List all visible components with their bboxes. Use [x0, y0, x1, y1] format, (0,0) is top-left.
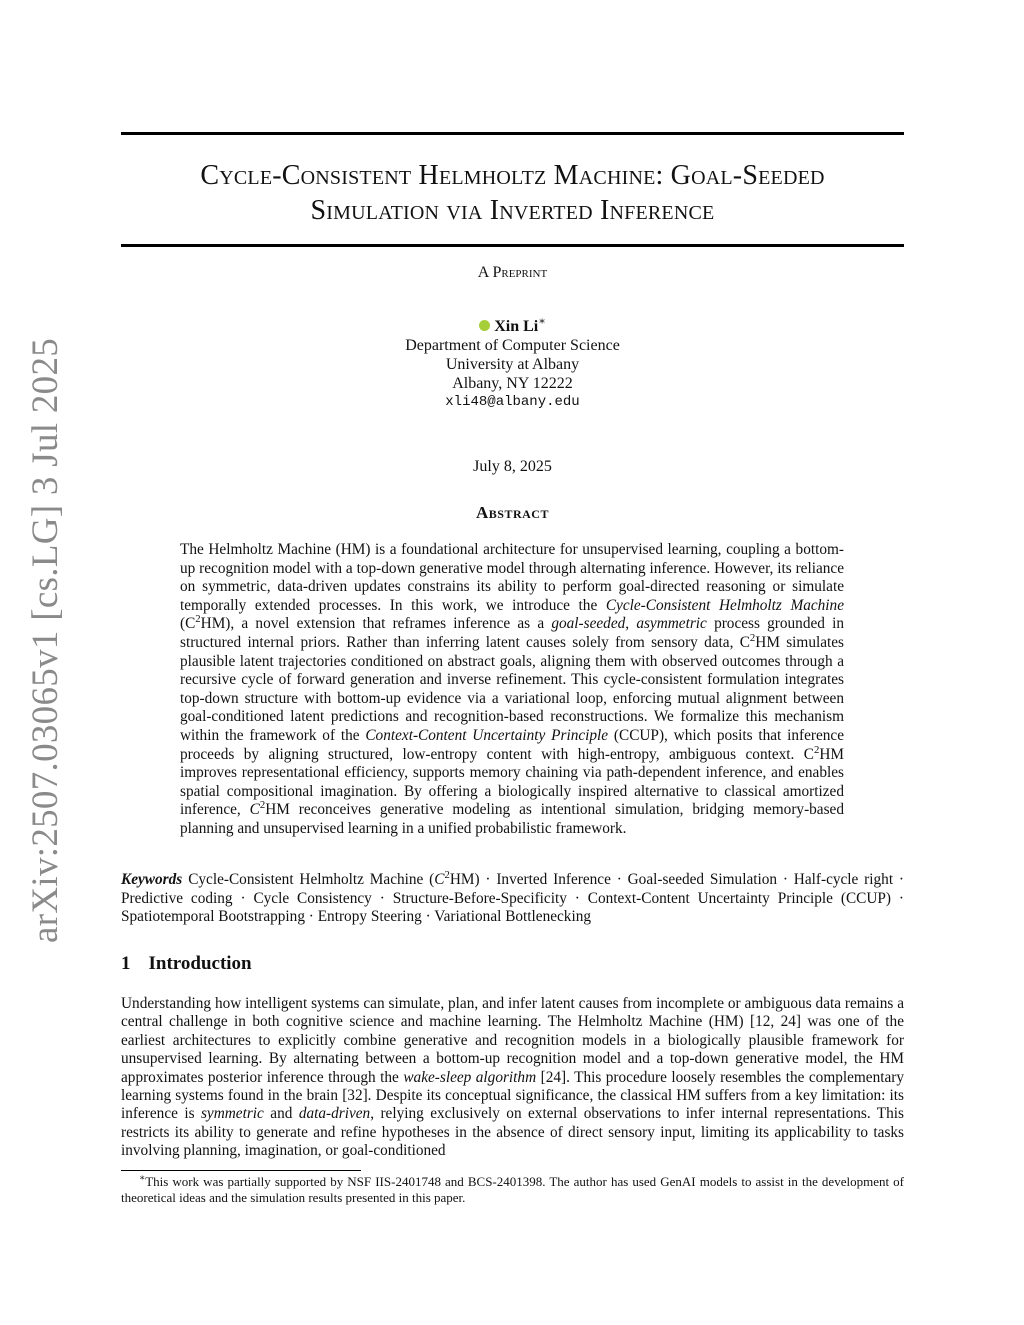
abstract-emphasis: C	[249, 801, 260, 819]
author-line	[121, 317, 904, 336]
abstract-superscript: 2	[195, 613, 201, 626]
abstract-heading: Abstract	[476, 503, 549, 522]
intro-paragraph	[121, 995, 904, 1161]
abstract-text: The Helmholtz Machine (HM) is a foundational architecture for unsupervised learning, coupling a bottom-up recognition model with a top-down generative model through alternating inference. However, its reliance on symmetric, data-driven updates constrains its ability to perform goal-directed reasoning or simulate temporally extended processes. In this work, we introduce the	[180, 541, 844, 614]
author-location: Albany, NY 12222	[452, 375, 573, 392]
intro-text: Understanding how intelligent systems can simulate, plan, and infer latent causes from incomplete or ambiguous data remains a central challenge in both cognitive science and machine learning. The Helmholtz Machine (HM) [12, 24] was one of the earliest architectures to explicitly combine generative and recognition models in a biologically plausible framework for unsupervised learning. By alternating between a bottom-up recognition model and a top-down generative model, the HM approximates posterior inference through the	[121, 995, 904, 1086]
intro-text: and	[270, 1105, 293, 1123]
section-number: 1	[121, 953, 131, 974]
author-footnote-mark[interactable]: ∗	[538, 315, 546, 328]
intro-text: [24]. This procedure loosely resembles the complementary learning systems found in the brain [32]. Despite its conceptual significance, the classical HM suffers from a key limitation: its inference is	[121, 1068, 905, 1123]
section-heading-introduction	[121, 953, 252, 975]
abstract-text: (CCUP), which posits that inference proceeds by aligning structured, low-entropy content with high-entropy, ambiguous context. C	[180, 726, 845, 763]
abstract-text: HM reconceives generative modeling as intentional simulation, bridging memory-based planning and unsupervised learning in a unified probabilistic framework.	[180, 801, 844, 837]
abstract-emphasis: Context-Content Uncertainty Principle	[365, 726, 609, 744]
abstract-text: HM improves representational efficiency, supports memory chaining via path-dependent inference, and enables spatial compositional imagination. By offering a biologically inspired alternative to classical amortized inference,	[180, 745, 844, 819]
preprint-label: A Preprint	[477, 264, 548, 281]
abstract-text: (C	[180, 615, 196, 633]
abstract-emphasis: goal-seeded	[551, 615, 626, 633]
section-title: Introduction	[148, 953, 252, 974]
keywords-emphasis: C	[434, 871, 445, 888]
keywords-superscript: 2	[444, 868, 450, 881]
footnote-rule	[121, 1170, 361, 1171]
arxiv-side-stamp: arXiv:2507.03065v1 [cs.LG] 3 Jul 2025	[25, 337, 66, 943]
paper-date: July 8, 2025	[473, 458, 552, 475]
abstract-superscript: 2	[813, 743, 820, 756]
orcid-icon[interactable]	[479, 320, 490, 331]
author-email[interactable]: xli48@albany.edu	[445, 394, 580, 410]
abstract-text: ,	[625, 615, 630, 633]
abstract-text: process grounded in structured internal priors. Rather than inferring latent causes solely from sensory data, C	[180, 615, 845, 651]
title-line-1: Cycle-Consistent Helmholtz Machine: Goal-Seeded	[200, 160, 825, 191]
keywords-label: Keywords	[121, 871, 183, 888]
abstract-text: HM simulates plausible latent trajectories conditioned on abstract goals, aligning them with observed outcomes through a recursive cycle of forward generation and inverse refinement. This cycle-consistent formulation integrates top-down structure with bottom-up evidence via a variational loop, enforcing mutual alignment between goal-conditioned latent predictions and recognition-based reconstructions. We formalize this mechanism within the framework of the	[180, 633, 845, 744]
abstract-superscript: 2	[259, 799, 266, 812]
keywords-text: Cycle-Consistent Helmholtz Machine (	[188, 871, 435, 888]
keywords-text: HM) · Inverted Inference · Goal-seeded Simulation · Half-cycle right · Predictive coding · Cycle Consistency · Structure-Before-Specificity · Context-Content Uncertainty Principle (CCUP) · Spatiotemporal Bootstrapping · Entropy Steering · Variational Bottlenecking	[121, 871, 904, 926]
title-rule-bottom	[121, 244, 904, 247]
footnote-text: This work was partially supported by NSF IIS-2401748 and BCS-2401398. The author has used GenAI models to assist in the development of theoretical ideas and the simulation results presented in this paper.	[121, 1174, 904, 1205]
author-department: Department of Computer Science	[405, 337, 620, 354]
intro-text: , relying exclusively on external observations to infer internal representations. This restricts its ability to generate and refine hypotheses in the absence of direct sensory input, limiting its applicability to tasks involving planning, imagination, or goal-conditioned	[121, 1105, 905, 1160]
intro-emphasis: data-driven	[298, 1105, 371, 1123]
title-rule-top	[121, 132, 904, 135]
abstract-superscript: 2	[749, 631, 756, 644]
footnote	[121, 1174, 904, 1206]
intro-emphasis: symmetric	[200, 1105, 264, 1123]
abstract-emphasis: Cycle-Consistent Helmholtz Machine	[605, 596, 844, 614]
abstract-text: HM), a novel extension that reframes inference as a	[200, 615, 545, 633]
paper-title	[121, 158, 904, 228]
author-block	[121, 317, 904, 412]
keywords-block	[121, 868, 904, 927]
title-line-2: Simulation via Inverted Inference	[310, 195, 715, 226]
abstract-body	[180, 541, 844, 839]
author-name: Xin Li	[494, 318, 539, 335]
author-university: University at Albany	[445, 356, 580, 373]
intro-emphasis: wake-sleep algorithm	[403, 1068, 537, 1086]
abstract-emphasis: asymmetric	[636, 615, 707, 633]
footnote-mark: ∗	[139, 1172, 146, 1183]
